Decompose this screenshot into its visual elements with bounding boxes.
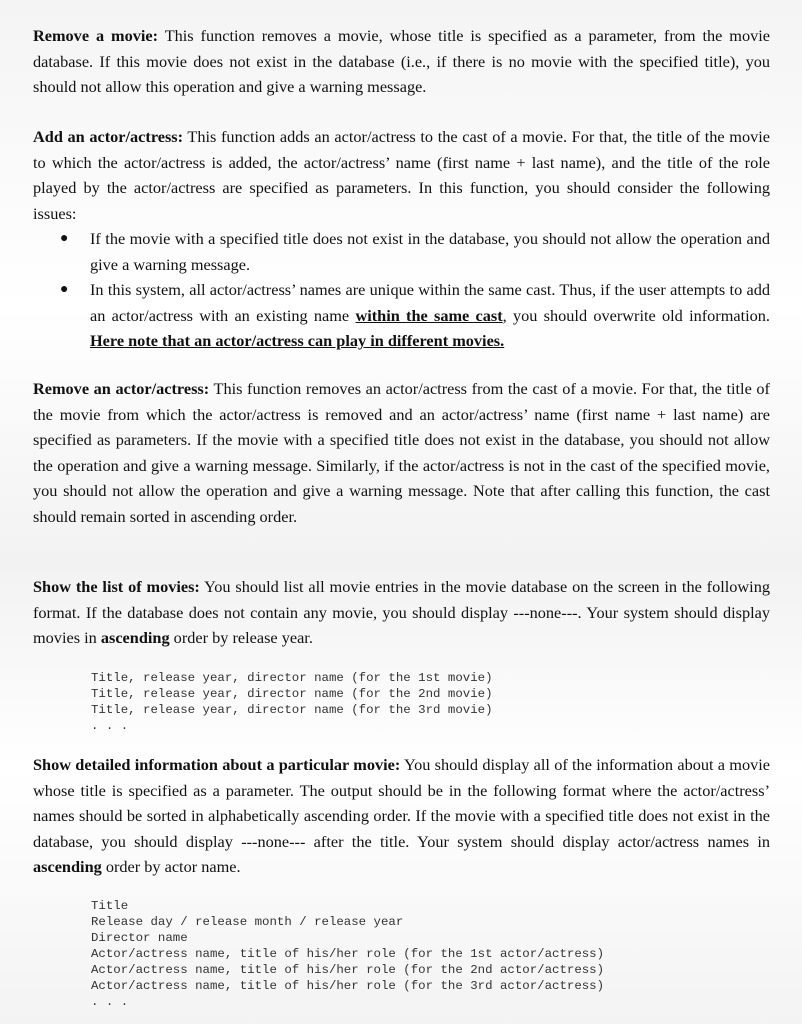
show-list-text-a: You should list all movie entries in the movie database on the screen in the following format. If the database does not contain any movie, you should display ---none---. Your system should display movies in (33, 577, 770, 648)
bullet-icon: ● (60, 231, 69, 246)
show-detail-paragraph (33, 752, 770, 880)
remove-actor-paragraph (33, 376, 770, 530)
bullet-2-underlined-2: Here note that an actor/actress can play in different movies. (90, 331, 505, 351)
bullet-2-text-b: , you should overwrite old information. (502, 305, 771, 325)
list-item (33, 277, 770, 354)
movie-list-format-code: Title, release year, director name (for the 1st movie) Title, release year, director name (for the 2nd movie) Title, release year, director name (for the 3rd movie) . . . (91, 671, 493, 733)
list-item (33, 226, 770, 277)
remove-movie-text: This function removes a movie, whose title is specified as a parameter, from the movie database. If this movie does not exist in the database (i.e., if there is no movie with the specified title), you should not allow this operation and give a warning message. (33, 26, 770, 97)
bullet-2-underlined-1: within the same cast (355, 305, 503, 325)
bullet-1-text: If the movie with a specified title does not exist in the database, you should not allow the operation and give a warning message. (90, 229, 770, 274)
show-list-paragraph (33, 574, 770, 651)
bullet-2-text-a: In this system, all actor/actress’ names are unique within the same cast. Thus, if the user attempts to add an actor/actress with an existing name (90, 280, 770, 325)
add-actor-text: This function adds an actor/actress to the cast of a movie. For that, the title of the movie to which the actor/actress is added, the actor/actress’ name (first name + last name), and the title of the role played by the actor/actress are specified as parameters. In this function, you should consider the following issues: (33, 127, 770, 223)
movie-detail-format-code: Title Release day / release month / release year Director name Actor/actress name, title of his/her role (for the 1st actor/actress) Actor/actress name, title of his/her role (for the 2nd actor/actress) Actor/actress name, title of his/her role (for the 3rd actor/actress) . . . (91, 899, 605, 1009)
show-detail-text-b: order by actor name. (101, 857, 241, 877)
show-detail-text-a: You should display all of the information about a movie whose title is specified as a parameter. The output should be in the following format where the actor/actress’ names should be sorted in alphabetically ascending order. If the movie with a specified title does not exist in the database, you should display ---none--- after the title. Your system should display actor/actress names in (33, 755, 770, 851)
remove-actor-heading: Remove an actor/actress: (33, 379, 210, 398)
show-detail-bold-word: ascending (33, 857, 102, 877)
show-list-bold-word: ascending (100, 628, 170, 648)
show-list-heading: Show the list of movies: (33, 577, 200, 596)
add-actor-bullet-list (33, 226, 770, 354)
add-actor-heading: Add an actor/actress: (33, 127, 184, 146)
add-actor-paragraph (33, 124, 770, 226)
bullet-icon: ● (60, 282, 69, 298)
show-detail-heading: Show detailed information about a particular movie: (33, 755, 401, 774)
remove-actor-text: This function removes an actor/actress from the cast of a movie. For that, the title of the movie from which the actor/actress is removed and an actor/actress’ name (first name + last name) are specified as parameters. If the movie with a specified title does not exist in the database, you should not allow the operation and give a warning message. Similarly, if the actor/actress is not in the cast of the specified movie, you should not allow the operation and give a warning message. Note that after calling this function, the cast should remain sorted in ascending order. (33, 379, 770, 526)
remove-movie-paragraph (33, 23, 770, 100)
remove-movie-heading: Remove a movie: (33, 26, 159, 45)
show-list-text-b: order by release year. (169, 628, 313, 648)
